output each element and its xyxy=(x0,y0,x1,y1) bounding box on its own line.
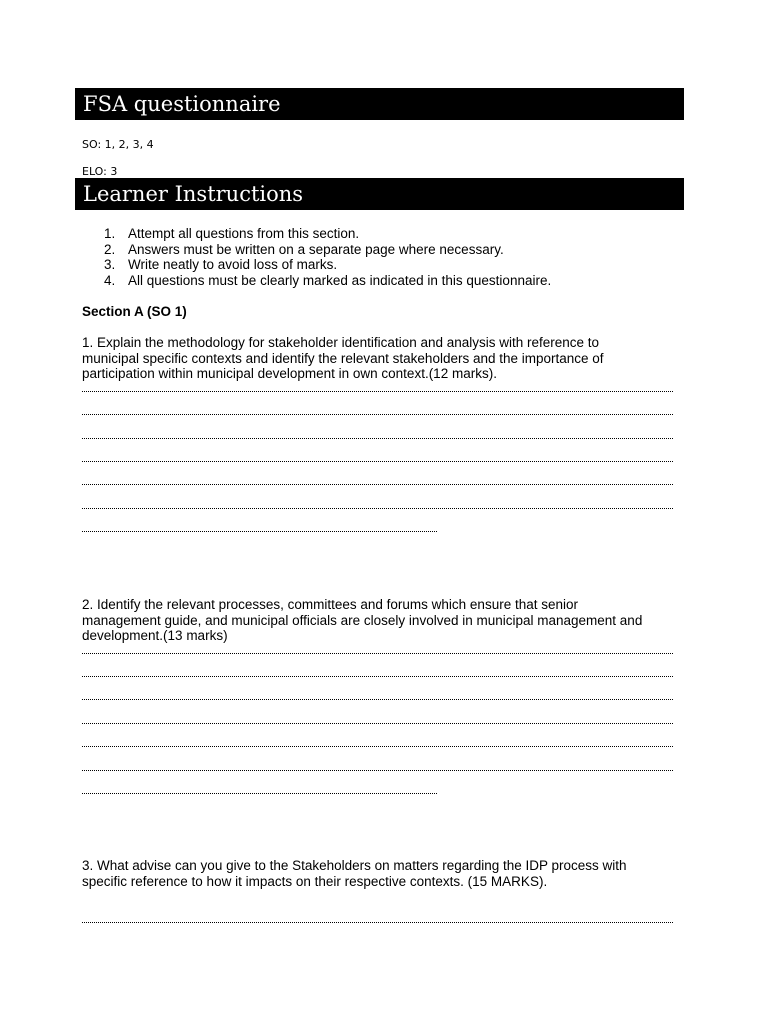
instruction-text: Attempt all questions from this section. xyxy=(128,226,360,241)
answer-line[interactable] xyxy=(82,438,673,440)
question-text-line: 1. Explain the methodology for stakeholder identification and analysis with reference to xyxy=(82,335,600,350)
instruction-number: 4. xyxy=(104,272,116,288)
instructions-heading: Learner Instructions xyxy=(75,178,684,210)
question-text-line: development.(13 marks) xyxy=(82,628,228,643)
document-title: FSA questionnaire xyxy=(75,88,684,120)
answer-line[interactable] xyxy=(82,793,437,795)
question-text-line: 2. Identify the relevant processes, committees and forums which ensure that senior xyxy=(82,597,578,612)
answer-line[interactable] xyxy=(82,922,673,924)
instruction-text: All questions must be clearly marked as indicated in this questionnaire. xyxy=(128,272,552,288)
question-1 xyxy=(82,335,682,382)
instruction-number: 2. xyxy=(104,241,116,257)
answer-line[interactable] xyxy=(82,653,673,655)
answer-line[interactable] xyxy=(82,676,673,678)
answer-line[interactable] xyxy=(82,770,673,772)
answer-line[interactable] xyxy=(82,391,673,393)
instruction-number: 3. xyxy=(104,257,116,272)
elo-line: ELO: 3 xyxy=(82,165,118,178)
question-text-line: municipal specific contexts and identify the relevant stakeholders and the importance of xyxy=(82,350,604,366)
answer-line[interactable] xyxy=(82,531,437,533)
instruction-text: Write neatly to avoid loss of marks. xyxy=(128,257,338,272)
question-text-line: 3. What advise can you give to the Stakeholders on matters regarding the IDP process with xyxy=(82,858,627,873)
answer-line[interactable] xyxy=(82,461,673,463)
question-2 xyxy=(82,597,682,644)
question-3 xyxy=(82,858,682,889)
instruction-item xyxy=(104,226,551,242)
question-text-line: specific reference to how it impacts on their respective contexts. (15 MARKS). xyxy=(82,873,548,889)
question-text-line: participation within municipal development in own context.(12 marks). xyxy=(82,366,497,381)
instruction-text: Answers must be written on a separate page where necessary. xyxy=(128,241,504,257)
instruction-item xyxy=(104,257,551,273)
answer-line[interactable] xyxy=(82,746,673,748)
answer-line[interactable] xyxy=(82,699,673,701)
instruction-number: 1. xyxy=(104,226,116,241)
answer-line[interactable] xyxy=(82,414,673,416)
answer-line[interactable] xyxy=(82,484,673,486)
answer-line[interactable] xyxy=(82,508,673,510)
section-a-heading: Section A (SO 1) xyxy=(82,304,187,319)
question-text-line: management guide, and municipal officials are closely involved in municipal management and xyxy=(82,612,643,628)
instruction-item xyxy=(104,242,551,258)
instruction-item xyxy=(104,273,551,289)
so-line: SO: 1, 2, 3, 4 xyxy=(82,138,154,151)
instructions-list xyxy=(104,226,551,288)
answer-line[interactable] xyxy=(82,723,673,725)
